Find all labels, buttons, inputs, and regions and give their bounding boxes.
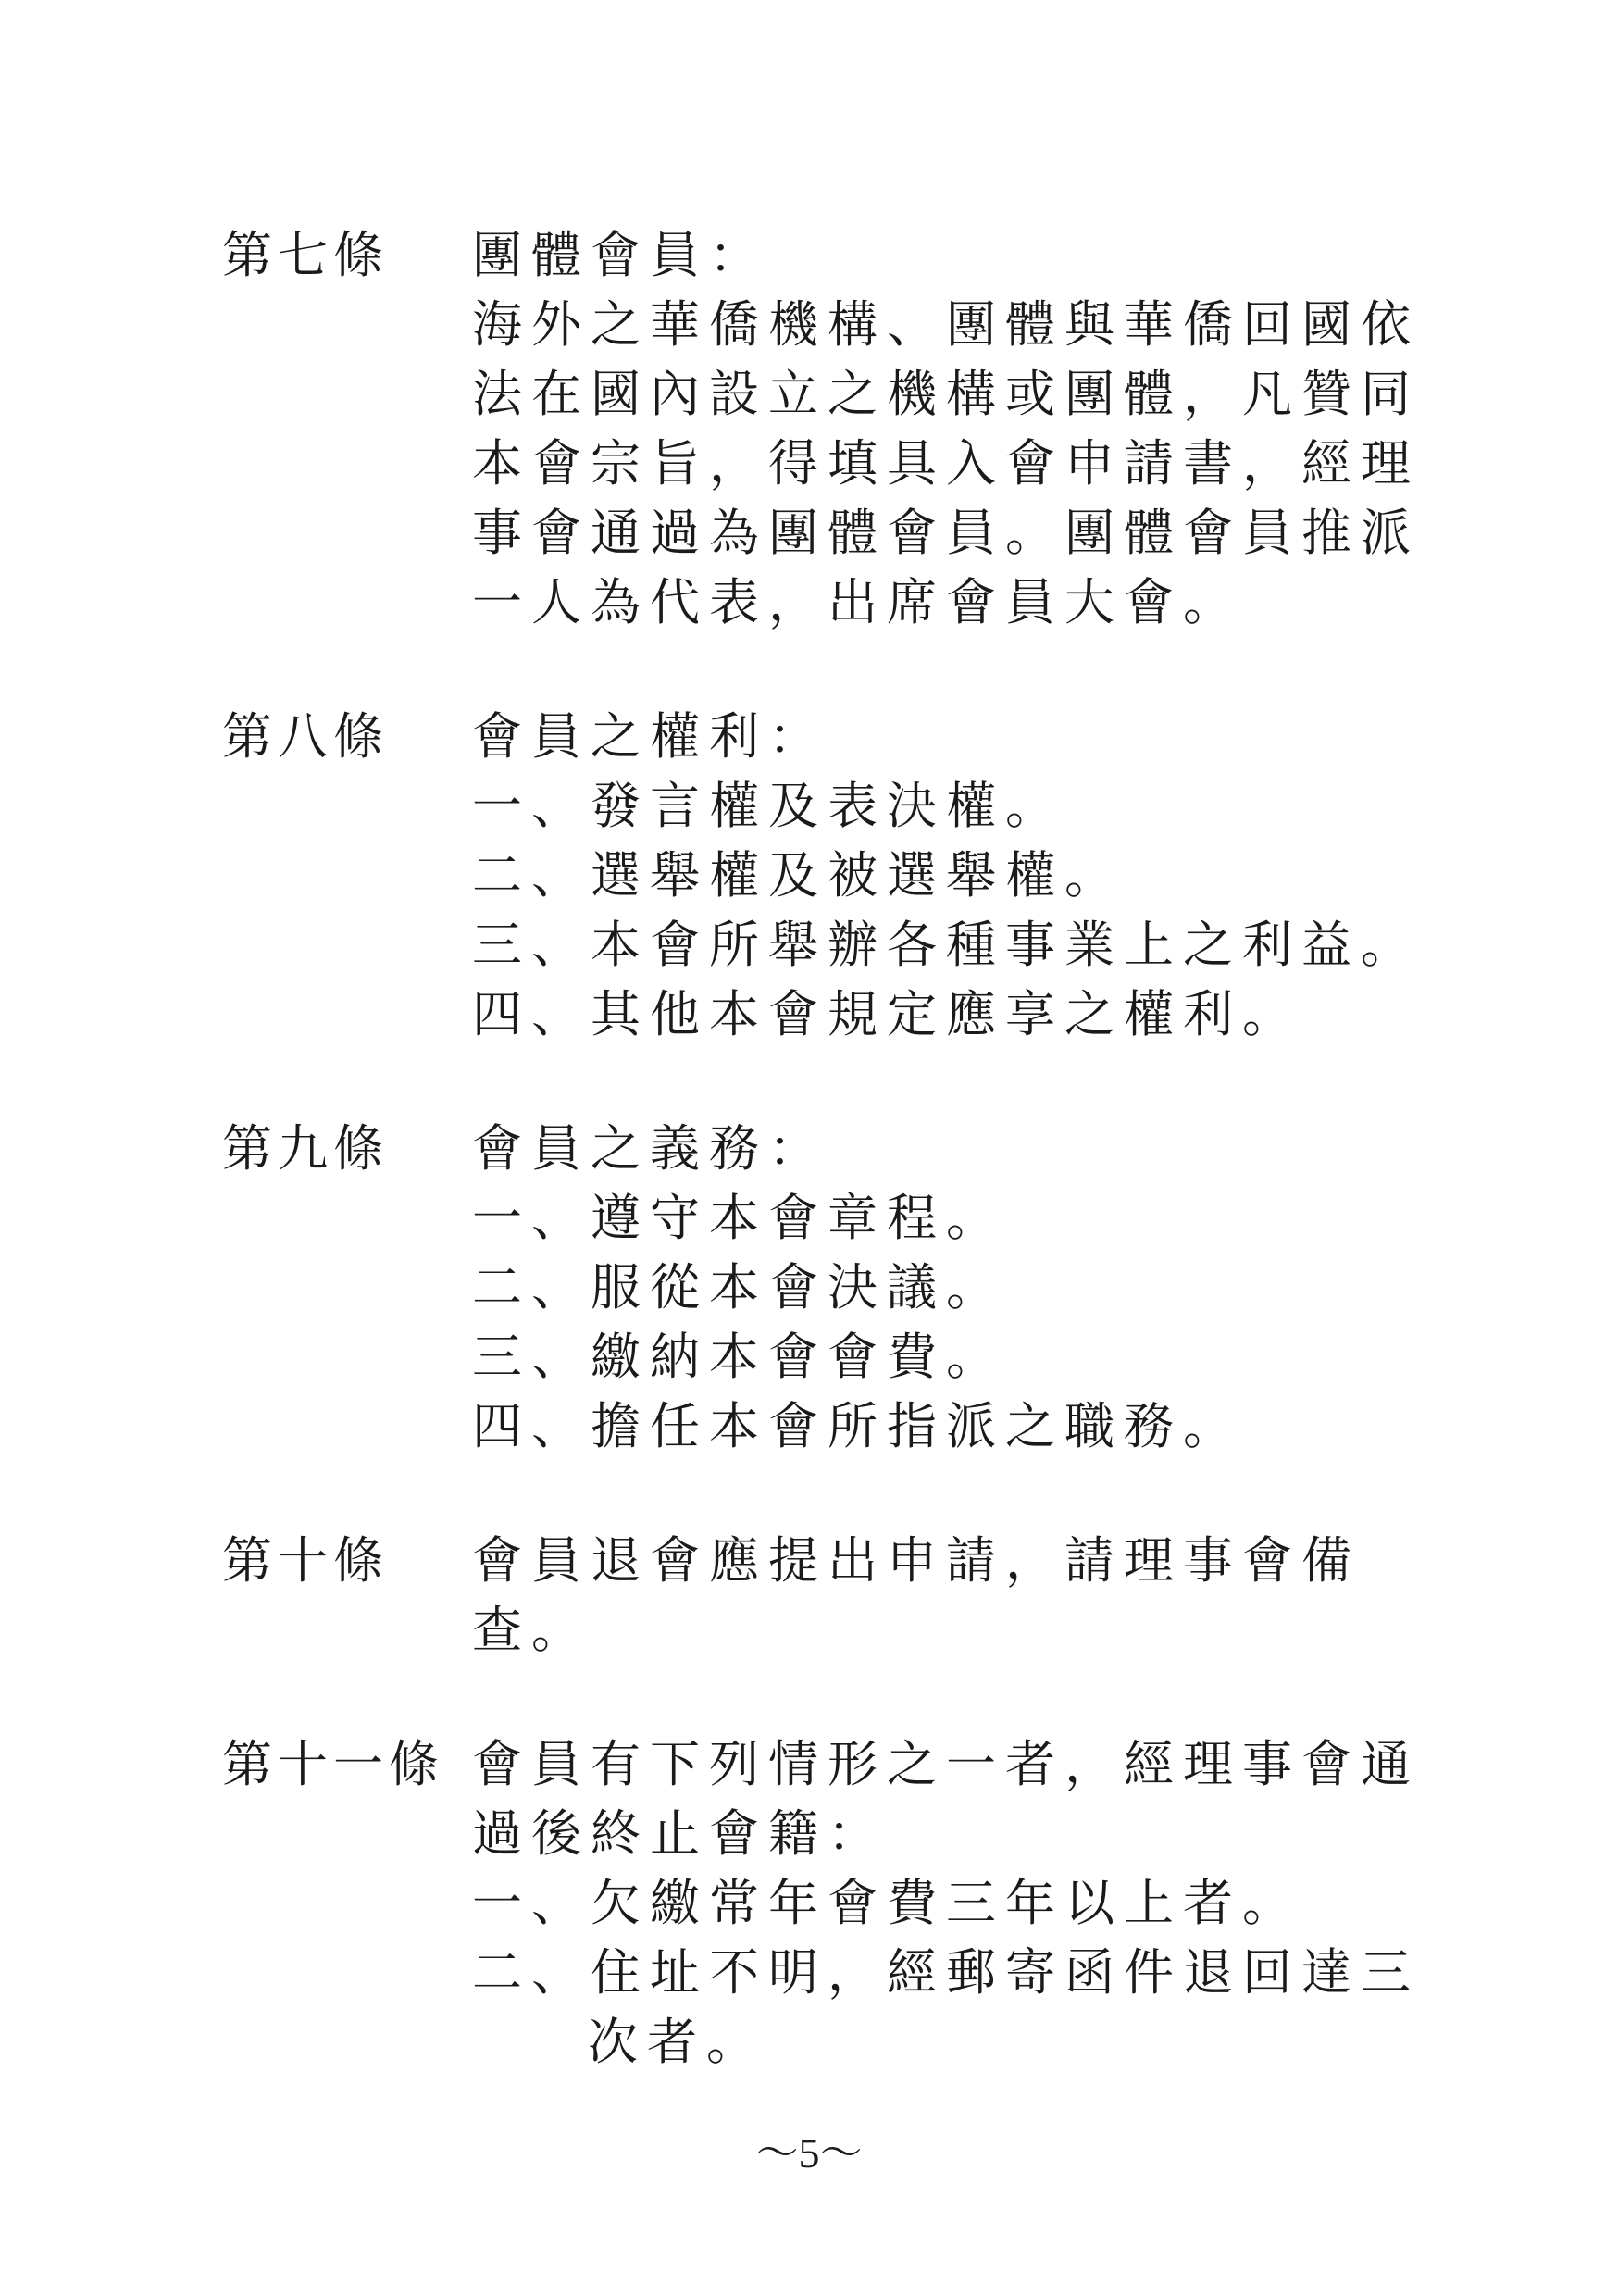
article-11-item: 一、欠繳常年會費三年以上者。 — [472, 1874, 1301, 1932]
article-8-heading: 第八條 — [222, 707, 389, 766]
article-9-item: 二、服從本會決議。 — [472, 1258, 1005, 1316]
article-7-body-line: 法在國內設立之機構或團體，凡贊同 — [472, 365, 1420, 423]
article-11-title: 會員有下列情形之一者，經理事會通 — [472, 1735, 1420, 1793]
article-8-item: 四、其他本會規定應享之權利。 — [472, 985, 1301, 1043]
article-10-title: 會員退會應提出申請，請理事會備 — [472, 1531, 1361, 1590]
article-9-item: 四、擔任本會所指派之職務。 — [472, 1397, 1242, 1455]
article-9-item: 三、繳納本會會費。 — [472, 1328, 1005, 1386]
article-11-item: 二、住址不明，經郵寄函件退回達三 — [472, 1943, 1420, 2002]
article-11-heading: 第十一條 — [222, 1735, 444, 1793]
article-8-item: 二、選舉權及被選舉權。 — [472, 846, 1124, 905]
article-7-body-line: 海外之華僑機構、團體與華僑回國依 — [472, 295, 1420, 354]
article-10-body-line: 查。 — [472, 1601, 591, 1659]
article-9-title: 會員之義務： — [472, 1119, 828, 1178]
article-7-body-line: 本會宗旨，得填具入會申請書，經理 — [472, 434, 1420, 493]
article-10-heading: 第十條 — [222, 1531, 389, 1590]
article-7-body-line: 事會通過為團體會員。團體會員推派 — [472, 504, 1420, 562]
page-number: ～5～ — [755, 2129, 863, 2177]
article-8-item: 一、發言權及表決權。 — [472, 777, 1064, 835]
article-8-item: 三、本會所舉辦各種事業上之利益。 — [472, 916, 1420, 974]
article-7-body-line: 一人為代表，出席會員大會。 — [472, 573, 1242, 631]
article-7-title: 團體會員： — [472, 226, 768, 284]
article-9-item: 一、遵守本會章程。 — [472, 1189, 1005, 1247]
article-11-item-continuation: 次者。 — [588, 2013, 765, 2071]
article-9-heading: 第九條 — [222, 1119, 389, 1178]
article-8-title: 會員之權利： — [472, 707, 828, 766]
article-7-heading: 第七條 — [222, 226, 389, 284]
article-11-body-line: 過後終止會籍： — [472, 1804, 887, 1863]
